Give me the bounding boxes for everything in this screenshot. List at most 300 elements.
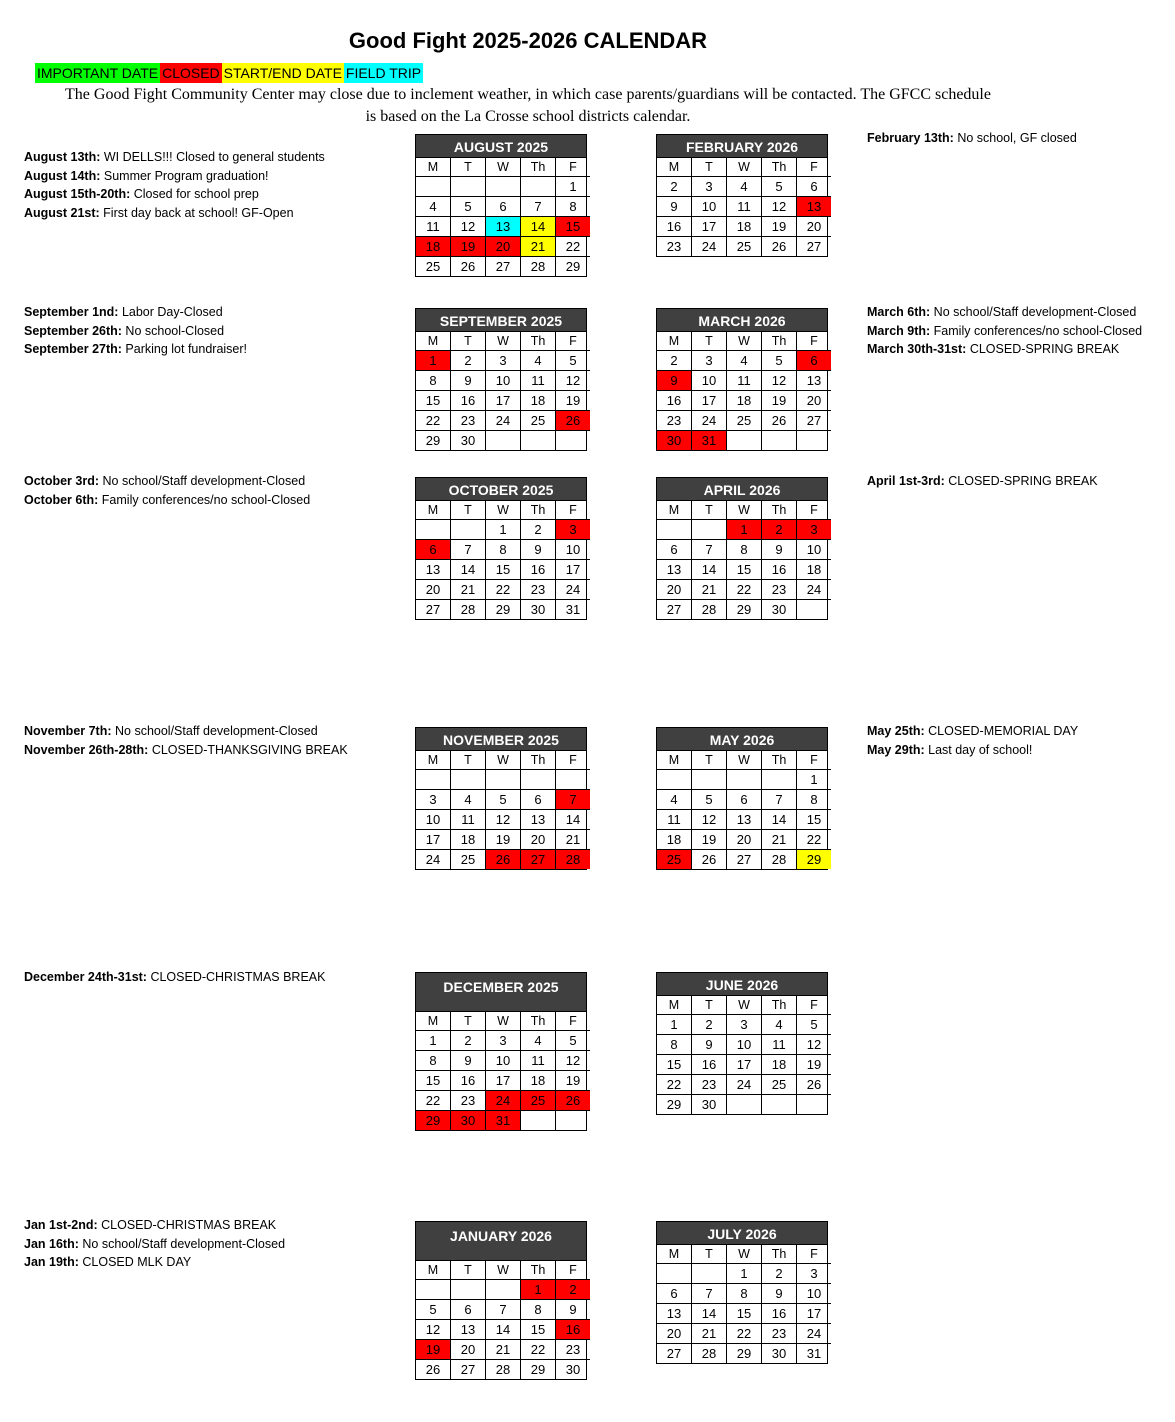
calendar-grid [416, 751, 590, 869]
calendar-day: 8 [797, 790, 832, 810]
calendar-day: 14 [521, 217, 556, 237]
calendar-day: 17 [692, 391, 727, 411]
calendar-week [657, 1055, 831, 1075]
calendar-week [416, 1360, 590, 1380]
calendar-week [416, 257, 590, 277]
calendar-day: 12 [451, 217, 486, 237]
calendar-day: 2 [451, 1031, 486, 1051]
calendar-day: 30 [521, 600, 556, 620]
calendar-day: 28 [692, 600, 727, 620]
note-date: September 27th: [24, 342, 122, 356]
calendar-week [416, 540, 590, 560]
calendar-day: 13 [521, 810, 556, 830]
calendar-grid [657, 996, 831, 1114]
calendar-day: 12 [692, 810, 727, 830]
calendar-day: 14 [556, 810, 591, 830]
calendar-month-title: NOVEMBER 2025 [416, 728, 586, 751]
calendar-empty-cell [727, 431, 762, 451]
calendar-day: 17 [797, 1304, 832, 1324]
calendar-day: 29 [797, 850, 832, 870]
note-line [24, 322, 247, 341]
calendar-day: 20 [797, 391, 832, 411]
calendar-day: 8 [486, 540, 521, 560]
calendar-day: 1 [521, 1280, 556, 1300]
calendar-day: 2 [451, 351, 486, 371]
calendar-month-title: JULY 2026 [657, 1222, 827, 1245]
notes-february [867, 129, 1077, 148]
weekday-header: T [451, 1012, 486, 1031]
weekday-header: T [692, 332, 727, 351]
calendar-month-title: JANUARY 2026 [416, 1222, 586, 1261]
calendar-day: 13 [451, 1320, 486, 1340]
note-date: October 6th: [24, 492, 99, 507]
calendar-week [657, 1075, 831, 1095]
calendar-empty-cell [762, 1095, 797, 1115]
calendar-day: 24 [797, 1324, 832, 1344]
calendar-empty-cell [727, 770, 762, 790]
calendar-week [416, 411, 590, 431]
weekday-header: W [727, 996, 762, 1015]
weekday-header: Th [762, 332, 797, 351]
calendar-empty-cell [521, 770, 556, 790]
note-text: CLOSED-CHRISTMAS BREAK [97, 1218, 277, 1232]
calendar-month-title: FEBRUARY 2026 [657, 135, 827, 158]
weekday-header: Th [521, 1012, 556, 1031]
calendar-day: 6 [451, 1300, 486, 1320]
calendar-day: 3 [556, 520, 591, 540]
calendar-day: 22 [556, 237, 591, 257]
calendar-day: 10 [727, 1035, 762, 1055]
calendar-day: 5 [762, 177, 797, 197]
calendar-day: 29 [521, 1360, 556, 1380]
calendar-day: 8 [521, 1300, 556, 1320]
note-line [24, 1216, 285, 1235]
calendar-day: 13 [727, 810, 762, 830]
calendar-grid [657, 1245, 831, 1363]
weekday-header-row [416, 1012, 590, 1031]
weekday-header: M [657, 332, 692, 351]
calendar-day: 21 [451, 580, 486, 600]
legend-start-end: START/END DATE [223, 65, 342, 81]
note-date: August 13th: [24, 150, 101, 164]
weekday-header: F [556, 501, 591, 520]
note-date: October 3rd: [24, 474, 100, 488]
calendar-empty-cell [521, 177, 556, 197]
calendar-day: 25 [416, 257, 451, 277]
note-date: November 26th-28th: [24, 742, 149, 757]
calendar-day: 20 [416, 580, 451, 600]
calendar-day: 1 [556, 177, 591, 197]
weekday-header: Th [521, 751, 556, 770]
calendar-day: 13 [797, 371, 832, 391]
calendar-day: 25 [727, 237, 762, 257]
weekday-header-row [657, 1245, 831, 1264]
note-date: September 26th: [24, 323, 122, 338]
calendar-august-2025 [415, 134, 587, 277]
calendar-day: 22 [416, 411, 451, 431]
note-text: No school/Staff development-Closed [111, 724, 318, 738]
calendar-week [416, 1031, 590, 1051]
calendar-day: 12 [762, 197, 797, 217]
calendar-day: 1 [797, 770, 832, 790]
calendar-day: 7 [556, 790, 591, 810]
calendar-week [416, 197, 590, 217]
weekday-header: Th [521, 501, 556, 520]
weekday-header: Th [762, 501, 797, 520]
note-line [24, 741, 348, 760]
calendar-day: 19 [556, 391, 591, 411]
note-line [24, 968, 325, 987]
calendar-day: 14 [692, 560, 727, 580]
calendar-day: 17 [727, 1055, 762, 1075]
note-line [24, 722, 348, 741]
calendar-day: 23 [451, 1091, 486, 1111]
calendar-day: 3 [797, 520, 832, 540]
calendar-day: 18 [727, 391, 762, 411]
calendar-day: 6 [486, 197, 521, 217]
weekday-header: Th [762, 1245, 797, 1264]
notes-march [867, 303, 1142, 359]
note-line [24, 1253, 285, 1272]
calendar-day: 29 [657, 1095, 692, 1115]
calendar-day: 19 [797, 1055, 832, 1075]
calendar-day: 13 [657, 1304, 692, 1324]
note-text: Parking lot fundraiser! [121, 342, 248, 356]
calendar-empty-cell [692, 1264, 727, 1284]
calendar-day: 2 [556, 1280, 591, 1300]
calendar-day: 18 [762, 1055, 797, 1075]
calendar-day: 16 [762, 1304, 797, 1324]
calendar-day: 10 [797, 1284, 832, 1304]
calendar-empty-cell [451, 177, 486, 197]
calendar-empty-cell [416, 1280, 451, 1300]
calendar-day: 15 [556, 217, 591, 237]
calendar-grid [416, 501, 590, 619]
calendar-october-2025 [415, 477, 587, 620]
calendar-day: 29 [486, 600, 521, 620]
calendar-day: 20 [521, 830, 556, 850]
calendar-week [657, 790, 831, 810]
calendar-day: 1 [727, 520, 762, 540]
calendar-week [657, 850, 831, 870]
calendar-week [657, 371, 831, 391]
calendar-day: 11 [521, 1051, 556, 1071]
calendar-day: 17 [486, 391, 521, 411]
calendar-day: 31 [486, 1111, 521, 1131]
calendar-week [416, 770, 590, 790]
calendar-day: 10 [556, 540, 591, 560]
calendar-day: 1 [486, 520, 521, 540]
note-date: Jan 19th: [24, 1255, 79, 1269]
calendar-empty-cell [451, 770, 486, 790]
calendar-day: 24 [727, 1075, 762, 1095]
calendar-day: 12 [416, 1320, 451, 1340]
calendar-day: 4 [521, 351, 556, 371]
calendar-grid [657, 332, 831, 450]
calendar-day: 24 [797, 580, 832, 600]
calendar-day: 18 [521, 391, 556, 411]
calendar-day: 27 [416, 600, 451, 620]
legend-field-trip: FIELD TRIP [345, 65, 422, 81]
calendar-week [657, 391, 831, 411]
notes-november [24, 722, 348, 759]
notice-line-1: The Good Fight Community Center may close due to inclement weather, in which case parents/guardians will be contacted. The GFCC schedule [65, 86, 991, 103]
note-text: No school, GF closed [953, 131, 1077, 145]
calendar-empty-cell [486, 431, 521, 451]
calendar-day: 21 [762, 830, 797, 850]
calendar-day: 20 [727, 830, 762, 850]
calendar-day: 6 [727, 790, 762, 810]
calendar-week [416, 431, 590, 451]
calendar-day: 10 [692, 197, 727, 217]
note-date: March 30th-31st: [867, 342, 967, 356]
calendar-day: 19 [762, 217, 797, 237]
note-line [24, 340, 247, 359]
weekday-header: F [556, 751, 591, 770]
calendar-grid [416, 158, 590, 276]
calendar-day: 12 [486, 810, 521, 830]
calendar-day: 7 [451, 540, 486, 560]
calendar-day: 4 [657, 790, 692, 810]
calendar-day: 31 [692, 431, 727, 451]
calendar-day: 20 [486, 237, 521, 257]
weekday-header: T [451, 751, 486, 770]
calendar-day: 6 [797, 351, 832, 371]
calendar-day: 24 [486, 411, 521, 431]
calendar-day: 3 [486, 1031, 521, 1051]
weekday-header: F [797, 158, 832, 177]
calendar-week [416, 1071, 590, 1091]
calendar-day: 15 [416, 1071, 451, 1091]
calendar-day: 19 [762, 391, 797, 411]
calendar-day: 5 [451, 197, 486, 217]
notes-may [867, 722, 1078, 759]
calendar-empty-cell [521, 1111, 556, 1131]
calendar-day: 9 [556, 1300, 591, 1320]
calendar-day: 8 [416, 371, 451, 391]
calendar-day: 29 [727, 600, 762, 620]
note-date: August 15th-20th: [24, 187, 131, 201]
note-date: Jan 16th: [24, 1236, 79, 1251]
calendar-day: 9 [451, 371, 486, 391]
calendar-day: 24 [556, 580, 591, 600]
calendar-week [657, 431, 831, 451]
calendar-week [416, 600, 590, 620]
calendar-day: 6 [657, 540, 692, 560]
weekday-header: F [797, 501, 832, 520]
note-line [867, 340, 1142, 359]
note-text: No school-Closed [121, 323, 225, 338]
weekday-header: M [657, 501, 692, 520]
weekday-header: M [416, 1261, 451, 1280]
calendar-day: 2 [692, 1015, 727, 1035]
note-text: Summer Program graduation! [100, 168, 269, 183]
calendar-week [657, 1304, 831, 1324]
calendar-day: 23 [657, 237, 692, 257]
calendar-day: 25 [521, 1091, 556, 1111]
note-line [867, 322, 1142, 341]
calendar-day: 8 [416, 1051, 451, 1071]
calendar-month-title: MAY 2026 [657, 728, 827, 751]
note-line [867, 472, 1098, 491]
calendar-day: 24 [416, 850, 451, 870]
calendar-day: 9 [762, 1284, 797, 1304]
calendar-day: 24 [692, 237, 727, 257]
calendar-week [657, 830, 831, 850]
calendar-grid [416, 1012, 590, 1130]
note-line [24, 185, 325, 204]
calendar-day: 19 [692, 830, 727, 850]
calendar-day: 11 [727, 371, 762, 391]
calendar-day: 22 [657, 1075, 692, 1095]
calendar-week [416, 1300, 590, 1320]
calendar-day: 22 [486, 580, 521, 600]
calendar-day: 6 [521, 790, 556, 810]
calendar-week [657, 1284, 831, 1304]
note-text: Family conferences/no school-Closed [98, 492, 311, 507]
calendar-day: 11 [727, 197, 762, 217]
calendar-day: 30 [762, 1344, 797, 1364]
weekday-header: F [556, 1261, 591, 1280]
calendar-day: 15 [521, 1320, 556, 1340]
calendar-day: 9 [521, 540, 556, 560]
calendar-empty-cell [486, 1280, 521, 1300]
notes-december [24, 968, 325, 987]
calendar-day: 11 [521, 371, 556, 391]
weekday-header: Th [521, 158, 556, 177]
calendar-day: 23 [521, 580, 556, 600]
calendar-empty-cell [486, 177, 521, 197]
weekday-header: W [486, 158, 521, 177]
weekday-header: W [486, 751, 521, 770]
calendar-day: 16 [451, 1071, 486, 1091]
note-date: May 25th: [867, 724, 925, 738]
note-line [24, 204, 325, 223]
calendar-day: 1 [727, 1264, 762, 1284]
calendar-week [416, 850, 590, 870]
weekday-header-row [657, 501, 831, 520]
calendar-day: 16 [692, 1055, 727, 1075]
note-date: Jan 1st-2nd: [24, 1218, 98, 1232]
calendar-day: 10 [486, 371, 521, 391]
calendar-week [657, 600, 831, 620]
calendar-day: 6 [797, 177, 832, 197]
calendar-june-2026 [656, 972, 828, 1115]
notes-january [24, 1216, 285, 1272]
calendar-day: 13 [486, 217, 521, 237]
note-text: No school/Staff development-Closed [99, 474, 306, 488]
weekday-header: T [692, 501, 727, 520]
calendar-empty-cell [451, 520, 486, 540]
weekday-header: F [556, 332, 591, 351]
notes-october [24, 472, 310, 509]
note-text: Labor Day-Closed [118, 305, 223, 319]
calendar-day: 4 [451, 790, 486, 810]
calendar-day: 13 [797, 197, 832, 217]
calendar-day: 16 [556, 1320, 591, 1340]
calendar-month-title: AUGUST 2025 [416, 135, 586, 158]
calendar-week [657, 177, 831, 197]
note-text: CLOSED-THANKSGIVING BREAK [148, 742, 348, 757]
weekday-header: W [727, 501, 762, 520]
calendar-day: 28 [556, 850, 591, 870]
calendar-day: 12 [556, 1051, 591, 1071]
calendar-day: 25 [657, 850, 692, 870]
calendar-grid [657, 751, 831, 869]
calendar-day: 7 [486, 1300, 521, 1320]
calendar-day: 5 [692, 790, 727, 810]
calendar-day: 27 [486, 257, 521, 277]
calendar-month-title: APRIL 2026 [657, 478, 827, 501]
calendar-day: 22 [416, 1091, 451, 1111]
note-text: CLOSED-SPRING BREAK [944, 474, 1098, 488]
note-text: CLOSED-SPRING BREAK [966, 342, 1120, 356]
calendar-week [416, 580, 590, 600]
calendar-day: 7 [692, 1284, 727, 1304]
weekday-header: Th [521, 1261, 556, 1280]
calendar-empty-cell [521, 431, 556, 451]
note-date: April 1st-3rd: [867, 474, 945, 488]
calendar-empty-cell [692, 770, 727, 790]
calendar-day: 26 [416, 1360, 451, 1380]
calendar-day: 2 [657, 351, 692, 371]
calendar-day: 16 [762, 560, 797, 580]
calendar-week [657, 1324, 831, 1344]
calendar-day: 9 [451, 1051, 486, 1071]
calendar-day: 18 [727, 217, 762, 237]
calendar-day: 5 [556, 351, 591, 371]
weekday-header: M [416, 158, 451, 177]
calendar-grid [416, 332, 590, 450]
note-date: August 14th: [24, 168, 101, 183]
calendar-empty-cell [416, 177, 451, 197]
calendar-day: 22 [727, 580, 762, 600]
calendar-week [416, 560, 590, 580]
note-text: CLOSED MLK DAY [78, 1255, 192, 1269]
weekday-header: W [486, 1261, 521, 1280]
weekday-header: Th [762, 751, 797, 770]
calendar-day: 9 [762, 540, 797, 560]
calendar-day: 13 [416, 560, 451, 580]
calendar-week [416, 790, 590, 810]
calendar-day: 4 [762, 1015, 797, 1035]
weekday-header-row [657, 332, 831, 351]
calendar-day: 12 [556, 371, 591, 391]
calendar-week [657, 1264, 831, 1284]
calendar-day: 10 [692, 371, 727, 391]
calendar-day: 17 [416, 830, 451, 850]
note-line [24, 167, 325, 186]
weekday-header: T [692, 996, 727, 1015]
calendar-day: 8 [727, 1284, 762, 1304]
calendar-empty-cell [416, 770, 451, 790]
calendar-week [657, 217, 831, 237]
calendar-day: 11 [762, 1035, 797, 1055]
calendar-september-2025 [415, 308, 587, 451]
calendar-day: 26 [762, 411, 797, 431]
calendar-week [416, 810, 590, 830]
note-text: No school/Staff development-Closed [78, 1236, 286, 1251]
calendar-day: 17 [692, 217, 727, 237]
calendar-week [657, 351, 831, 371]
note-date: November 7th: [24, 724, 112, 738]
calendar-day: 8 [556, 197, 591, 217]
calendar-week [416, 237, 590, 257]
weekday-header: W [486, 1012, 521, 1031]
calendar-day: 18 [451, 830, 486, 850]
note-line [24, 491, 310, 510]
calendar-grid [657, 501, 831, 619]
